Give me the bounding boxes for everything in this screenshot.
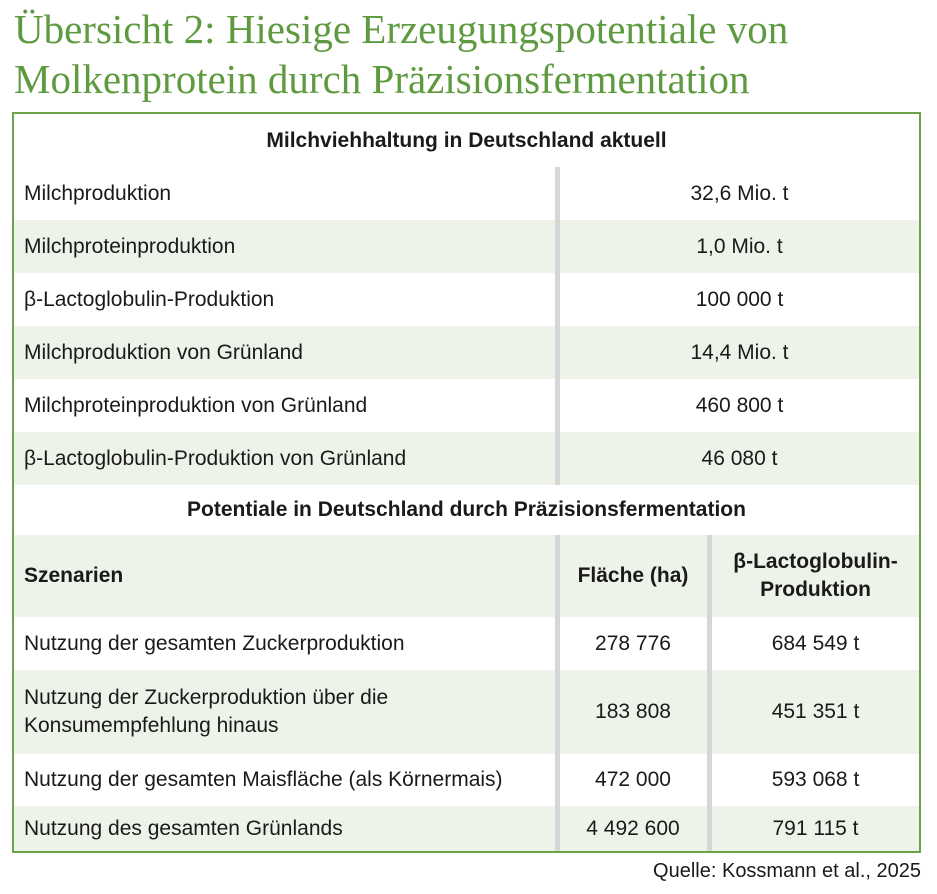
row-value: 1,0 Mio. t — [696, 234, 783, 258]
column-separator — [555, 167, 560, 485]
scenario-cell: Nutzung der gesamten Zuckerproduktion — [24, 631, 405, 655]
section1-heading-row — [14, 114, 919, 167]
column-header-area: Fläche (ha) — [577, 564, 689, 587]
table-row — [14, 167, 919, 220]
row-value: 100 000 t — [695, 287, 784, 311]
section2-heading: Potentiale in Deutschland durch Präzisionsfermentation — [187, 498, 746, 521]
source-note: Quelle: Kossmann et al., 2025 — [653, 860, 921, 882]
table-row — [14, 617, 919, 670]
page-title: Übersicht 2: Hiesige Erzeugungspotentiale von Molkenprotein durch Präzisionsfermentation — [14, 6, 789, 102]
production-cell: 684 549 t — [771, 631, 860, 655]
table-row — [14, 220, 919, 273]
section2-heading-row — [14, 485, 919, 535]
table-row — [14, 754, 919, 806]
column-header-scenario: Szenarien — [24, 564, 124, 587]
data-table — [12, 112, 921, 853]
row-label: Milchproduktion — [24, 181, 172, 205]
row-label: Milchproduktion von Grünland — [24, 340, 303, 364]
table-row — [14, 432, 919, 485]
scenario-cell: Nutzung der Zuckerproduktion über die Konsumempfehlung hinaus — [24, 686, 389, 737]
row-label: β-Lactoglobulin-Produktion von Grünland — [24, 446, 407, 470]
production-cell: 791 115 t — [772, 816, 859, 840]
row-value: 46 080 t — [701, 446, 778, 470]
section1-heading: Milchviehhaltung in Deutschland aktuell — [266, 128, 667, 152]
column-separator — [707, 535, 712, 851]
row-label: Milchproteinproduktion — [24, 234, 236, 258]
table-row — [14, 379, 919, 432]
column-header-row — [14, 535, 919, 617]
row-value: 14,4 Mio. t — [690, 340, 789, 364]
column-separator — [555, 535, 560, 851]
table-row — [14, 273, 919, 326]
row-value: 32,6 Mio. t — [690, 181, 789, 205]
scenario-cell: Nutzung des gesamten Grünlands — [24, 816, 343, 840]
table-row — [14, 806, 919, 851]
production-cell: 593 068 t — [771, 768, 860, 791]
column-header-production: β-Lactoglobulin-Produktion — [733, 550, 898, 601]
area-cell: 183 808 — [595, 700, 671, 723]
row-label: Milchproteinproduktion von Grünland — [24, 393, 368, 417]
area-cell: 278 776 — [595, 631, 671, 655]
area-cell: 4 492 600 — [586, 816, 680, 840]
area-cell: 472 000 — [595, 768, 671, 791]
production-cell: 451 351 t — [771, 700, 860, 723]
table-row — [14, 326, 919, 379]
row-label: β-Lactoglobulin-Produktion — [24, 287, 275, 311]
table-row — [14, 670, 919, 754]
scenario-cell: Nutzung der gesamten Maisfläche (als Körnermais) — [24, 768, 503, 791]
row-value: 460 800 t — [695, 393, 784, 417]
